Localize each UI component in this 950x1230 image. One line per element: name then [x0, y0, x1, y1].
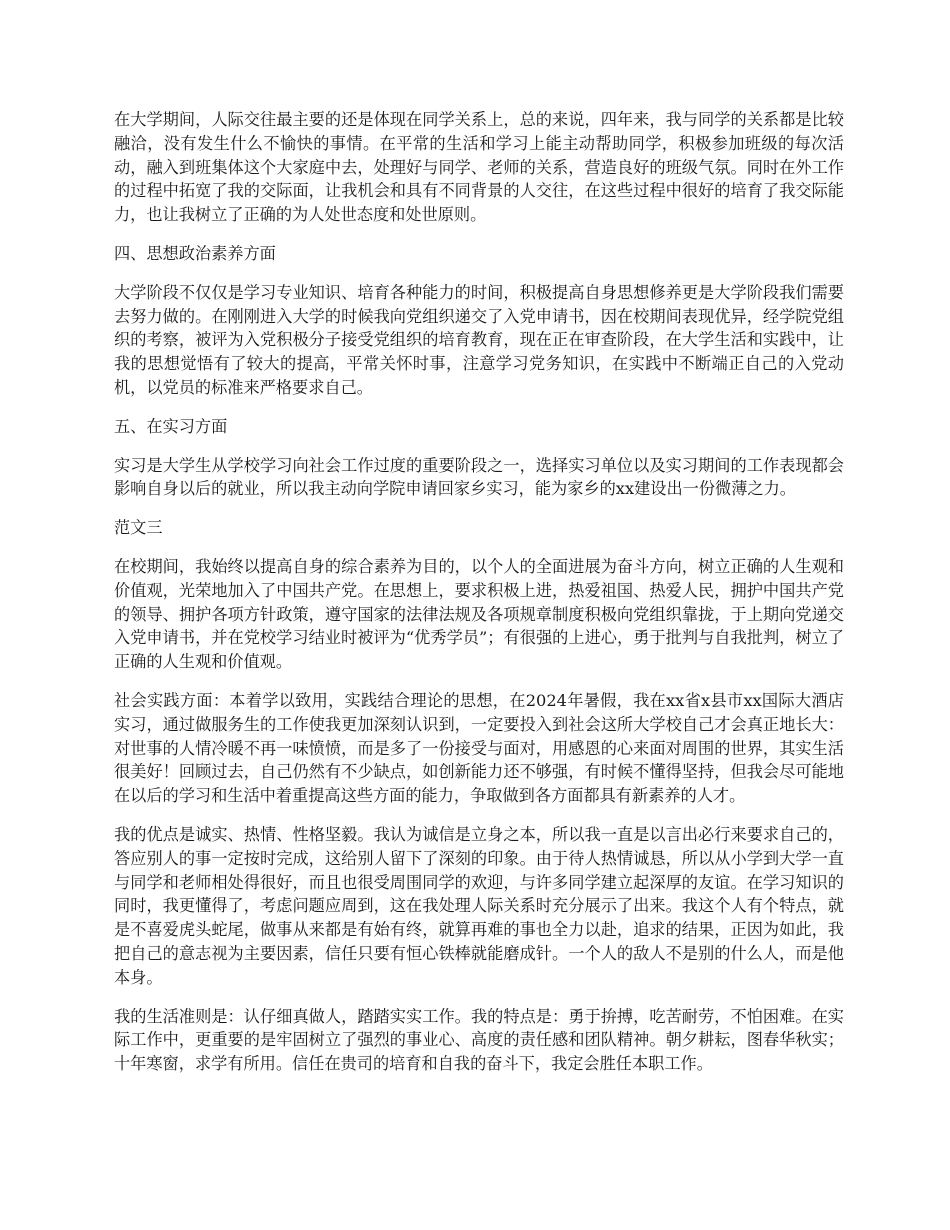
paragraph-life-principles: 我的生活准则是：认仔细真做人，踏踏实实工作。我的特点是：勇于拚搏，吃苦耐劳，不怕困难。在实际工作中，更重要的是牢固树立了强烈的事业心、高度的责任感和团队精神。朝夕耕耘，图春华秋实；十年寒窗，求学有所用。信任在贵司的培育和自我的奋斗下，我定会胜任本职工作。: [114, 1006, 844, 1074]
paragraph-internship: 实习是大学生从学校学习向社会工作过度的重要阶段之一，选择实习单位以及实习期间的工作表现都会影响自身以后的就业，所以我主动向学院申请回家乡实习，能为家乡的xx建设出一份微薄之力。: [114, 455, 844, 499]
paragraph-social-practice: 社会实践方面：本着学以致用，实践结合理论的思想，在2024年暑假，我在xx省x县市xx国际大酒店实习，通过做服务生的工作使我更加深刻认识到，一定要投入到社会这所大学校自己才会真正地长大：对世事的人情冷暖不再一味愤愤，而是多了一份接受与面对，用感恩的心来面对周围的世界，其实生活很美好！回顾过去，自己仍然有不少缺点，如创新能力还不够强，有时候不懂得坚持，但我会尽可能地在以后的学习和生活中着重提高这些方面的能力，争取做到各方面都具有新素养的人才。: [114, 690, 844, 806]
section-heading-sample-three: 范文三: [114, 518, 163, 538]
section-heading-internship: 五、在实习方面: [114, 416, 228, 436]
paragraph-strengths: 我的优点是诚实、热情、性格坚毅。我认为诚信是立身之本，所以我一直是以言出必行来要求自己的，答应别人的事一定按时完成，这给别人留下了深刻的印象。由于待人热情诚恳，所以从小学到大学一直与同学和老师相处得很好，而且也很受周围同学的欢迎，与许多同学建立起深厚的友谊。在学习知识的同时，我更懂得了，考虑问题应周到，这在我处理人际关系时充分展示了出来。我这个人有个特点，就是不喜爱虎头蛇尾，做事从来都是有始有终，就算再难的事也全力以赴，追求的结果，正因为如此，我把自己的意志视为主要因素，信任只要有恒心铁棒就能磨成针。一个人的敌人不是别的什么人，而是他本身。: [114, 824, 844, 987]
document-body: [114, 108, 844, 1091]
paragraph-interpersonal: 在大学期间，人际交往最主要的还是体现在同学关系上，总的来说，四年来，我与同学的关系都是比较融洽，没有发生什么不愉快的事情。在平常的生活和学习上能主动帮助同学，积极参加班级的每次活动，融入到班集体这个大家庭中去，处理好与同学、老师的关系，营造良好的班级气氛。同时在外工作的过程中拓宽了我的交际面，让我机会和具有不同背景的人交往，在这些过程中很好的培育了我交际能力，也让我树立了正确的为人处世态度和处世原则。: [114, 110, 844, 225]
section-heading-political: 四、思想政治素养方面: [114, 243, 276, 263]
paragraph-school-period: 在校期间，我始终以提高自身的综合素养为目的，以个人的全面进展为奋斗方向，树立正确的人生观和价值观，光荣地加入了中国共产党。在思想上，要求积极上进，热爱祖国、热爱人民，拥护中国共产党的领导、拥护各项方针政策，遵守国家的法律法规及各项规章制度积极向党组织靠拢，于上期向党递交入党申请书，并在党校学习结业时被评为“优秀学员”；有很强的上进心，勇于批判与自我批判，树立了正确的人生观和价值观。: [114, 556, 844, 672]
paragraph-political: 大学阶段不仅仅是学习专业知识、培育各种能力的时间，积极提高自身思想修养更是大学阶段我们需要去努力做的。在刚刚进入大学的时候我向党组织递交了入党申请书，因在校期间表现优异，经学院党组织的考察，被评为入党积极分子接受党组织的培育教育，现在正在审查阶段，在大学生活和实践中，让我的思想觉悟有了较大的提高，平常关怀时事，注意学习党务知识，在实践中不断端正自己的入党动机，以党员的标准来严格要求自己。: [114, 282, 844, 397]
